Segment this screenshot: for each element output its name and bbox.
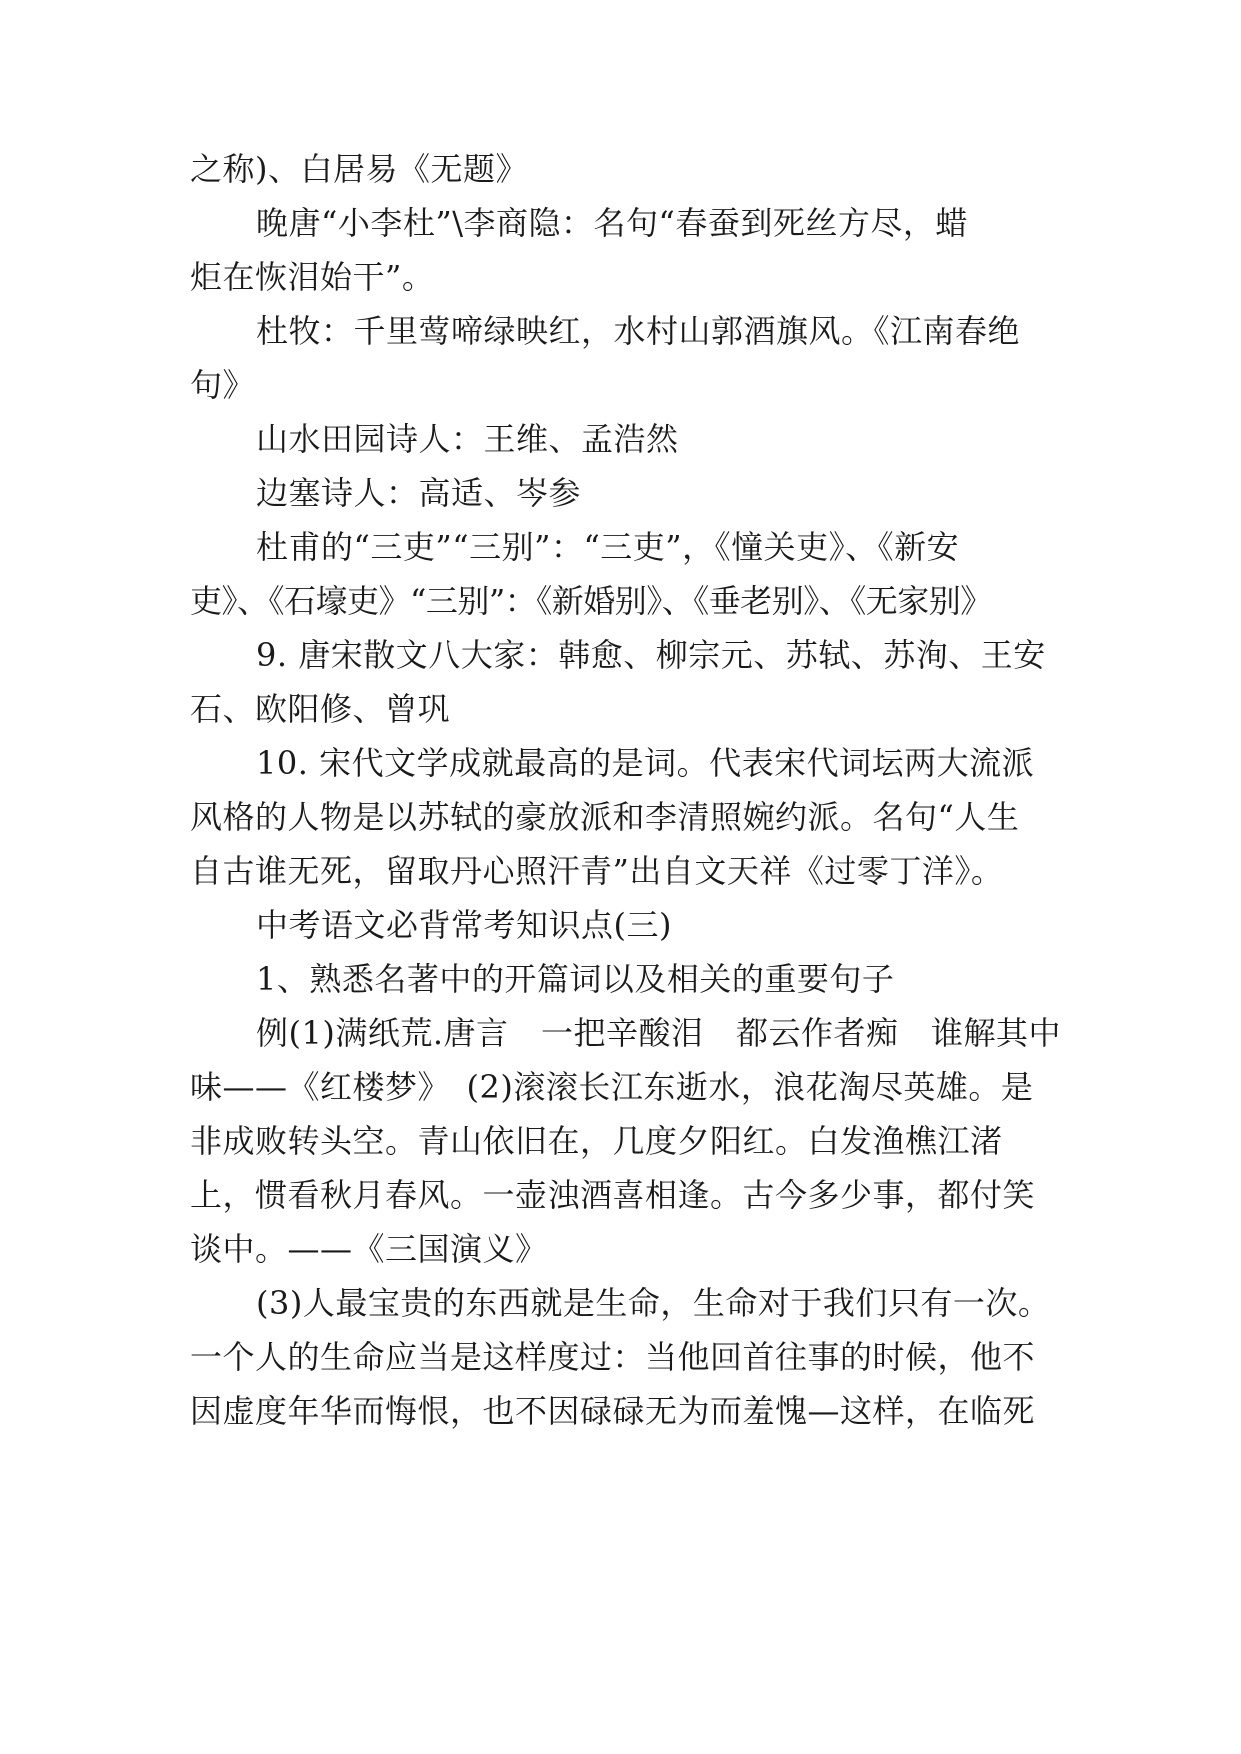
text-line: 自古谁无死，留取丹心照汗青”出自文天祥《过零丁洋》。 xyxy=(190,852,1004,890)
text-line: 风格的人物是以苏轼的豪放派和李清照婉约派。名句“人生 xyxy=(190,798,1020,836)
text-line: 谈中。——《三国演义》 xyxy=(190,1230,548,1268)
text-line: 边塞诗人：高适、岑参 xyxy=(256,474,582,512)
text-line: 炬在恢泪始干”。 xyxy=(190,258,435,296)
text-line: 吏》、《石壕吏》“三别”：《新婚别》、《垂老别》、《无家别》 xyxy=(190,582,992,620)
text-line: 杜甫的“三吏”“三别”：“三吏”，《憧关吏》、《新安 xyxy=(256,528,960,566)
text-line: 上，惯看秋月春风。一壶浊酒喜相逢。古今多少事，都付笑 xyxy=(190,1176,1036,1214)
text-line: 1、熟悉名著中的开篇词以及相关的重要句子 xyxy=(256,960,895,998)
text-line: 非成败转头空。青山依旧在，几度夕阳红。白发渔樵江渚 xyxy=(190,1122,1003,1160)
text-line: 句》 xyxy=(190,366,256,404)
text-line: 一个人的生命应当是这样度过：当他回首往事的时候，他不 xyxy=(190,1338,1036,1376)
text-line: 晚唐“小李杜”\李商隐：名句“春蚕到死丝方尽，蜡 xyxy=(256,204,968,242)
text-line: 石、欧阳修、曾巩 xyxy=(190,690,451,728)
text-line: 之称)、白居易《无题》 xyxy=(190,150,528,188)
text-line: 因虚度年华而悔恨，也不因碌碌无为而羞愧—这样，在临死 xyxy=(190,1392,1036,1430)
text-line: 9. 唐宋散文八大家：韩愈、柳宗元、苏轼、苏洵、王安 xyxy=(256,636,1046,674)
section-heading: 中考语文必背常考知识点(三) xyxy=(256,906,672,944)
text-line: 10. 宋代文学成就最高的是词。代表宋代词坛两大流派 xyxy=(256,744,1035,782)
text-line: 例(1)满纸荒.唐言 一把辛酸泪 都云作者痴 谁解其中 xyxy=(256,1014,1062,1052)
text-line: 山水田园诗人：王维、孟浩然 xyxy=(256,420,679,458)
text-line: (3)人最宝贵的东西就是生命，生命对于我们只有一次。 xyxy=(256,1284,1051,1322)
text-line: 杜牧：千里莺啼绿映红，水村山郭酒旗风。《江南春绝 xyxy=(256,312,1021,350)
text-line: 味——《红楼梦》 (2)滚滚长江东逝水，浪花淘尽英雄。是 xyxy=(190,1068,1034,1106)
